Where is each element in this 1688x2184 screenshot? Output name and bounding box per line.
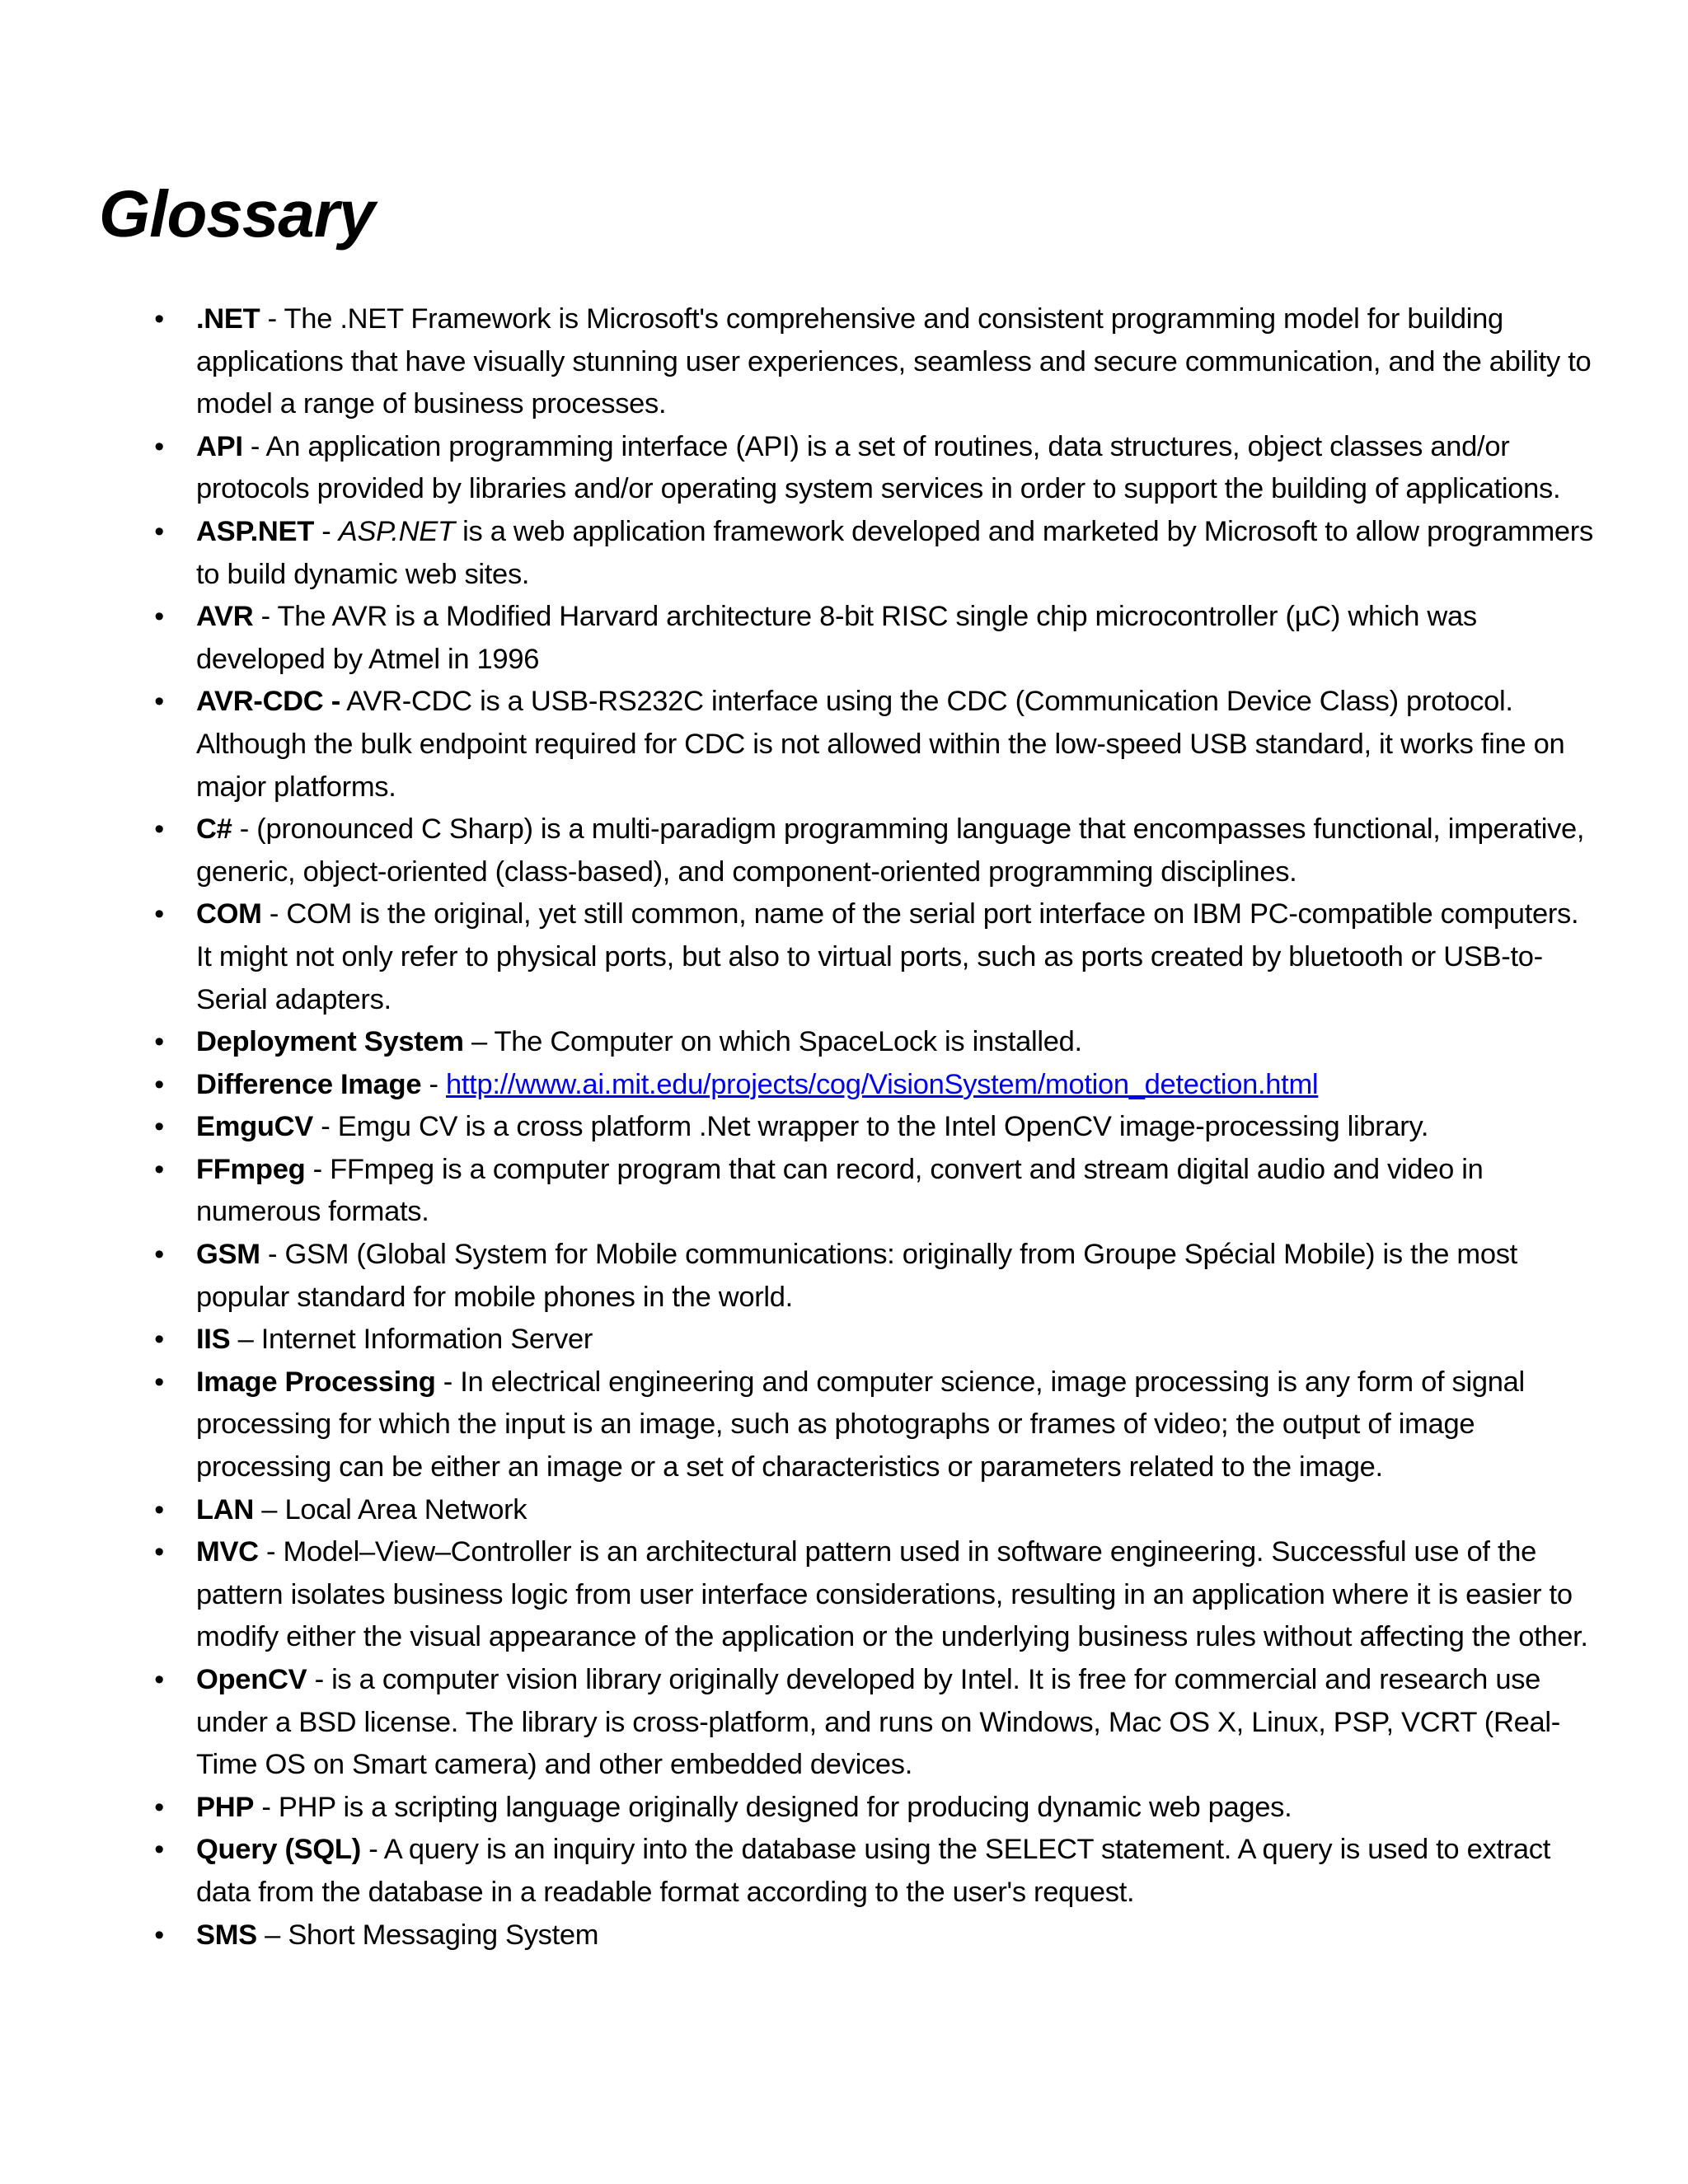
glossary-entry	[154, 1064, 1597, 1107]
glossary-definition: An application programming interface (API) is a set of routines, data structures, object classes and/or protocols provided by libraries and/or operating system services in order to support the building of applications.	[196, 430, 1561, 505]
glossary-definition: Local Area Network	[284, 1493, 528, 1526]
glossary-term: OpenCV	[196, 1664, 307, 1695]
glossary-definition-italic: ASP.NET	[338, 515, 455, 547]
term-separator: -	[253, 601, 278, 633]
glossary-entry	[154, 426, 1597, 511]
bullet-icon: •	[154, 1791, 164, 1823]
glossary-entry	[154, 681, 1597, 808]
glossary-term: Image Processing	[196, 1366, 436, 1398]
bullet-icon: •	[154, 1239, 164, 1271]
glossary-definition: The .NET Framework is Microsoft's comprehensive and consistent programming model for building applications that have visually stunning user experiences, seamless and secure communication, and the ability to model a range of business processes.	[196, 303, 1592, 420]
term-separator: -	[435, 1366, 461, 1398]
glossary-definition: The Computer on which SpaceLock is installed.	[494, 1026, 1082, 1058]
glossary-entry	[154, 1319, 1597, 1361]
term-separator: -	[232, 813, 257, 846]
glossary-entry	[154, 1659, 1597, 1787]
term-separator: -	[360, 1834, 384, 1866]
glossary-definition: is a web application framework developed and marketed by Microsoft to allow programmers to build dynamic web sites.	[196, 515, 1593, 590]
bullet-icon: •	[154, 1026, 164, 1058]
term-separator: -	[254, 1791, 279, 1823]
glossary-term: GSM	[196, 1239, 260, 1271]
glossary-term: IIS	[196, 1324, 231, 1356]
glossary-entry	[154, 1829, 1597, 1914]
glossary-entry	[154, 596, 1597, 681]
bullet-icon: •	[154, 1068, 164, 1100]
bullet-icon: •	[154, 1664, 164, 1695]
glossary-definition: The AVR is a Modified Harvard architecture 8-bit RISC single chip microcontroller (µC) which was developed by Atmel in 1996	[196, 601, 1477, 675]
page-title: Glossary	[99, 177, 375, 251]
glossary-list	[0, 298, 1688, 1957]
glossary-term: AVR-CDC -	[196, 686, 340, 718]
glossary-definition: is a computer vision library originally developed by Intel. It is free for commercial and research use under a BSD license. The library is cross-platform, and runs on Windows, Mac OS X, Linux, PSP, VCRT (Real-Time OS on Smart camera) and other embedded devices.	[196, 1664, 1560, 1781]
glossary-definition: (pronounced C Sharp) is a multi-paradigm programming language that encompasses functional, imperative, generic, object-oriented (class-based), and component-oriented programming disciplines.	[196, 813, 1585, 888]
glossary-entry	[154, 1106, 1597, 1149]
glossary-definition: FFmpeg is a computer program that can record, convert and stream digital audio and video in numerous formats.	[196, 1153, 1484, 1228]
glossary-definition: Internet Information Server	[260, 1324, 593, 1356]
glossary-term: Deployment System	[196, 1026, 464, 1058]
glossary-term: Query (SQL)	[196, 1834, 361, 1866]
term-separator: -	[260, 303, 284, 335]
glossary-entry	[154, 1149, 1597, 1234]
glossary-entry	[154, 1361, 1597, 1489]
bullet-icon: •	[154, 1919, 164, 1951]
bullet-icon: •	[154, 1324, 164, 1356]
glossary-term: ASP.NET	[196, 515, 314, 547]
glossary-entry	[154, 1489, 1597, 1532]
glossary-entry	[154, 298, 1597, 426]
glossary-definition: COM is the original, yet still common, name of the serial port interface on IBM PC-compatible computers. It might not only refer to physical ports, but also to virtual ports, such as ports created by bluetooth or USB-to-Serial adapters.	[196, 898, 1579, 1015]
bullet-icon: •	[154, 601, 164, 633]
term-separator: -	[305, 1153, 331, 1185]
glossary-term: MVC	[196, 1536, 259, 1568]
glossary-term: COM	[196, 898, 262, 930]
term-separator: -	[258, 1536, 284, 1568]
glossary-definition: Model–View–Controller is an architectural pattern used in software engineering. Successful use of the pattern isolates business logic from user interface considerations, resulting in an application where it is easier to modify either the visual appearance of the application or the underlying business rules without affecting the other.	[196, 1536, 1588, 1653]
glossary-definition: Emgu CV is a cross platform .Net wrapper to the Intel OpenCV image-processing library.	[337, 1111, 1429, 1143]
bullet-icon: •	[154, 1366, 164, 1398]
bullet-icon: •	[154, 813, 164, 846]
glossary-term: EmguCV	[196, 1111, 313, 1143]
term-separator: -	[313, 515, 339, 547]
term-separator: -	[261, 898, 287, 930]
bullet-icon: •	[154, 686, 164, 718]
term-separator: -	[242, 430, 266, 462]
glossary-term: SMS	[196, 1919, 257, 1951]
bullet-icon: •	[154, 898, 164, 930]
glossary-entry	[154, 1021, 1597, 1064]
glossary-term: API	[196, 430, 243, 462]
bullet-icon: •	[154, 515, 164, 547]
glossary-term: .NET	[196, 303, 260, 335]
glossary-entry	[154, 808, 1597, 893]
bullet-icon: •	[154, 1834, 164, 1866]
term-separator: -	[421, 1068, 446, 1100]
glossary-definition: A query is an inquiry into the database using the SELECT statement. A query is used to extract data from the database in a readable format according to the user's request.	[196, 1834, 1551, 1908]
glossary-term: PHP	[196, 1791, 255, 1823]
glossary-term: Difference Image	[196, 1068, 422, 1100]
glossary-entry	[154, 1915, 1597, 1957]
term-separator: –	[230, 1324, 261, 1356]
bullet-icon: •	[154, 303, 164, 335]
term-separator: –	[463, 1026, 495, 1058]
glossary-term: FFmpeg	[196, 1153, 306, 1185]
definition-link[interactable]: http://www.ai.mit.edu/projects/cog/VisionSystem/motion_detection.html	[446, 1068, 1319, 1100]
bullet-icon: •	[154, 1153, 164, 1185]
glossary-definition: In electrical engineering and computer science, image processing is any form of signal processing for which the input is an image, such as photographs or frames of video; the output of image processing can be either an image or a set of characteristics or parameters related to the image.	[196, 1366, 1525, 1483]
term-separator: -	[260, 1239, 285, 1271]
glossary-definition: GSM (Global System for Mobile communications: originally from Groupe Spécial Mobile) is the most popular standard for mobile phones in the world.	[196, 1239, 1517, 1313]
glossary-term: LAN	[196, 1493, 255, 1526]
term-separator: –	[256, 1919, 288, 1951]
glossary-term: C#	[196, 813, 232, 846]
bullet-icon: •	[154, 1536, 164, 1568]
bullet-icon: •	[154, 430, 164, 462]
glossary-definition: Short Messaging System	[288, 1919, 599, 1951]
bullet-icon: •	[154, 1111, 164, 1143]
glossary-entry	[154, 1234, 1597, 1319]
glossary-entry	[154, 511, 1597, 596]
glossary-entry	[154, 1787, 1597, 1830]
glossary-entry	[154, 1531, 1597, 1659]
glossary-term: AVR	[196, 601, 254, 633]
glossary-definition: PHP is a scripting language originally designed for producing dynamic web pages.	[278, 1791, 1292, 1823]
glossary-definition: AVR-CDC is a USB-RS232C interface using the CDC (Communication Device Class) protocol. Although the bulk endpoint required for CDC is not allowed within the low-speed USB standard, it works fine on major platforms.	[196, 686, 1565, 803]
bullet-icon: •	[154, 1493, 164, 1526]
term-separator: –	[254, 1493, 285, 1526]
glossary-entry	[154, 893, 1597, 1021]
term-separator: -	[307, 1664, 332, 1695]
term-separator: -	[312, 1111, 338, 1143]
